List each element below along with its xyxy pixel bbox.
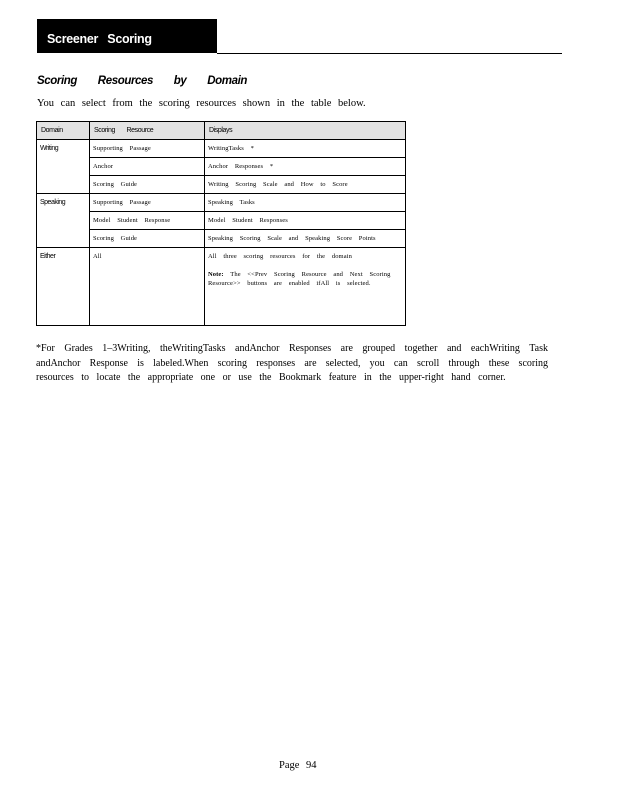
header-title: Screener Scoring bbox=[47, 32, 152, 46]
table-row bbox=[37, 176, 406, 194]
table-row bbox=[37, 212, 406, 230]
header-displays: Displays bbox=[205, 122, 406, 140]
resource-cell: Anchor bbox=[90, 158, 205, 176]
resource-cell: Supporting Passage bbox=[90, 140, 205, 158]
footnote: *For Grades 1–3Writing, theWritingTasks andAnchor Responses are grouped together and eachWriting Task andAnchor Response is labeled.When scoring responses are selected, you can scroll through these scoring resources to locate the appropriate one or use the Bookmark feature in the upper-right hand corner. bbox=[36, 343, 548, 383]
scoring-resources-table bbox=[36, 121, 406, 326]
intro-text: You can select from the scoring resources shown in the table below. bbox=[37, 98, 366, 109]
header-rule bbox=[217, 53, 562, 54]
resource-cell: Supporting Passage bbox=[90, 194, 205, 212]
table-row bbox=[37, 248, 406, 326]
domain-cell: Writing bbox=[37, 140, 90, 194]
table-row bbox=[37, 194, 406, 212]
displays-cell: Anchor Responses * bbox=[205, 158, 406, 176]
displays-text: All three scoring resources for the domain bbox=[208, 253, 352, 260]
page-number: Page 94 bbox=[279, 760, 317, 771]
table-header-row bbox=[37, 122, 406, 140]
resource-cell: All bbox=[90, 248, 205, 326]
header-scoring-resource: Scoring Resource bbox=[90, 122, 205, 140]
resource-cell: Scoring Guide bbox=[90, 176, 205, 194]
displays-cell: WritingTasks * bbox=[205, 140, 406, 158]
resource-cell: Scoring Guide bbox=[90, 230, 205, 248]
note bbox=[208, 270, 402, 288]
note-label: Note: bbox=[208, 271, 224, 278]
displays-cell: Speaking Tasks bbox=[205, 194, 406, 212]
table-row bbox=[37, 158, 406, 176]
section-title: Scoring Resources by Domain bbox=[37, 75, 247, 87]
resource-cell: Model Student Response bbox=[90, 212, 205, 230]
header-domain: Domain bbox=[37, 122, 90, 140]
displays-cell bbox=[205, 248, 406, 326]
displays-cell: Writing Scoring Scale and How to Score bbox=[205, 176, 406, 194]
displays-cell: Speaking Scoring Scale and Speaking Score Points bbox=[205, 230, 406, 248]
domain-cell: Speaking bbox=[37, 194, 90, 248]
note-text: The <<Prev Scoring Resource and Next Scoring Resource>> buttons are enabled ifAll is selected. bbox=[208, 271, 391, 287]
table-row bbox=[37, 140, 406, 158]
table-row bbox=[37, 230, 406, 248]
displays-cell: Model Student Responses bbox=[205, 212, 406, 230]
domain-cell: Either bbox=[37, 248, 90, 326]
